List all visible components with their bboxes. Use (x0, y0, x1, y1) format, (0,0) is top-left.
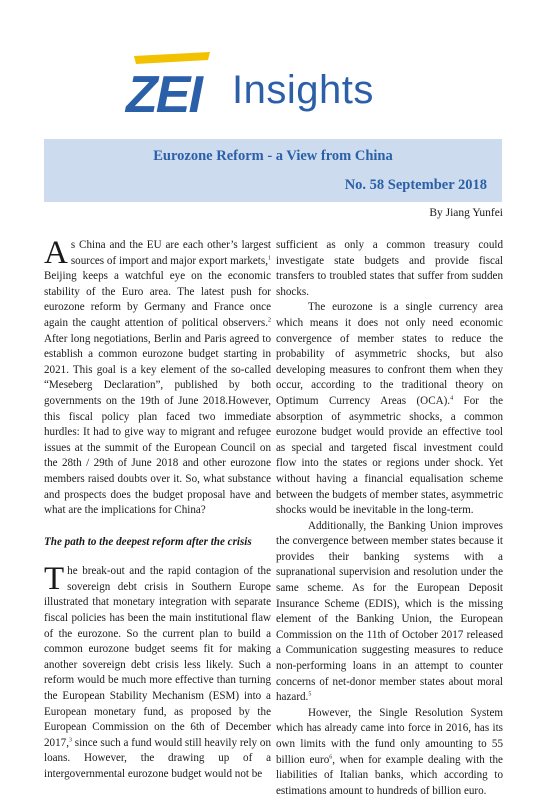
section-heading: The path to the deepest reform after the crisis (44, 535, 252, 548)
body-paragraph: However, the Single Resolution System which has already came into force in 2016, has its own limits with the fund only amounting to 55 billion euro$^6$, when for example dealing with the liabilities of Italian banks, which according to estimations amount to hundreds of billion euro. (276, 706, 503, 797)
author-byline: By Jiang Yunfei (429, 207, 503, 219)
footnote-ref: 3 (68, 737, 72, 744)
body-paragraph: sufficient as only a common treasury could investigate state budgets and provide fiscal transfers to troubled states that suffer from sudden shocks. (276, 239, 503, 298)
issue-number-date: No. 58 September 2018 (344, 177, 487, 193)
title-banner (44, 139, 502, 202)
dropcap: T (44, 561, 65, 598)
footnote-ref: 1 (268, 254, 271, 261)
body-paragraph: The break-out and the rapid contagion of the sovereign debt crisis in Southern Europe illustrated that monetary integration with separate fiscal policies has been the main institutional flaw of the eurozone. So the current plan to build a common eurozone budget seems fit for making another sovereign debt crisis less likely. Such a reform would be much more effective than turning the European Stability Mechanism (ESM) into a European monetary fund, as proposed by the European Commission on the 6th of December 2017,$^3$ since such a fund would still heavily rely on loans. However, the drawing up of a intergovernmental eurozone budget would not be (44, 561, 271, 780)
intro-paragraph: As China and the EU are each other’s largest sources of import and major export markets,$^1$ Beijing keeps a watchful eye on the economic stability of the Euro area. The latest push for eurozone reform by Germany and France once again the caught attention of political observers.$^2$ After long negotiations, Berlin and Paris agreed to establish a common eurozone budget starting in 2021. This goal is a key element of the so-called “Meseberg Declaration”, published by both governments on the 19th of June 2018.However, this fiscal policy plan faced two immediate hurdles: It had to give way to migrant and refugee issues at the summit of the European Council on the 28th / 29th of June 2018 and other eurozone members raised doubts over it. So, what substance and prospects does the budget proposal have and what are the implications for China? (44, 235, 271, 517)
dropcap: A (44, 235, 68, 271)
footnote-ref: 5 (308, 691, 312, 698)
body-paragraph: The eurozone is a single currency area which means it does not only need economic convergence of member states to reduce the probability of asymmetric shocks, but also developing measures to confront them when they occur, according to the traditional theory on Optimum Currency Areas (OCA).$^4$ For the absorption of asymmetric shocks, a common eurozone budget would provide an effective tool as special and targeted fiscal investment could flow into the states or regions under shock. Yet without having a financial equalisation scheme between the budgets of member states, asymmetric shocks would be inevitable in the long-term. (276, 301, 503, 517)
footnote-ref: 6 (329, 753, 333, 760)
body-paragraph: Additionally, the Banking Union improves the convergence between member states because it provides their banking systems with a supranational supervision and resolution under the same scheme. As for the European Deposit Insurance Scheme (EDIS), which is the missing element of the Banking Union, the European Commission on the 11th of October 2017 released a Communication suggesting measures to reduce non-performing loans in an attempt to counter concerns of net-donor member states about moral hazard.$^5$ (276, 519, 503, 704)
footnote-ref: 2 (268, 317, 271, 324)
logo-wordmark: Insights (232, 68, 374, 112)
right-column (276, 238, 503, 799)
footnote-ref: 4 (450, 395, 454, 402)
article-title: Eurozone Reform - a View from China (153, 148, 393, 164)
zei-logo-mark (120, 50, 230, 120)
left-column (44, 235, 271, 783)
svg-text:ZEI: ZEI (126, 66, 201, 120)
